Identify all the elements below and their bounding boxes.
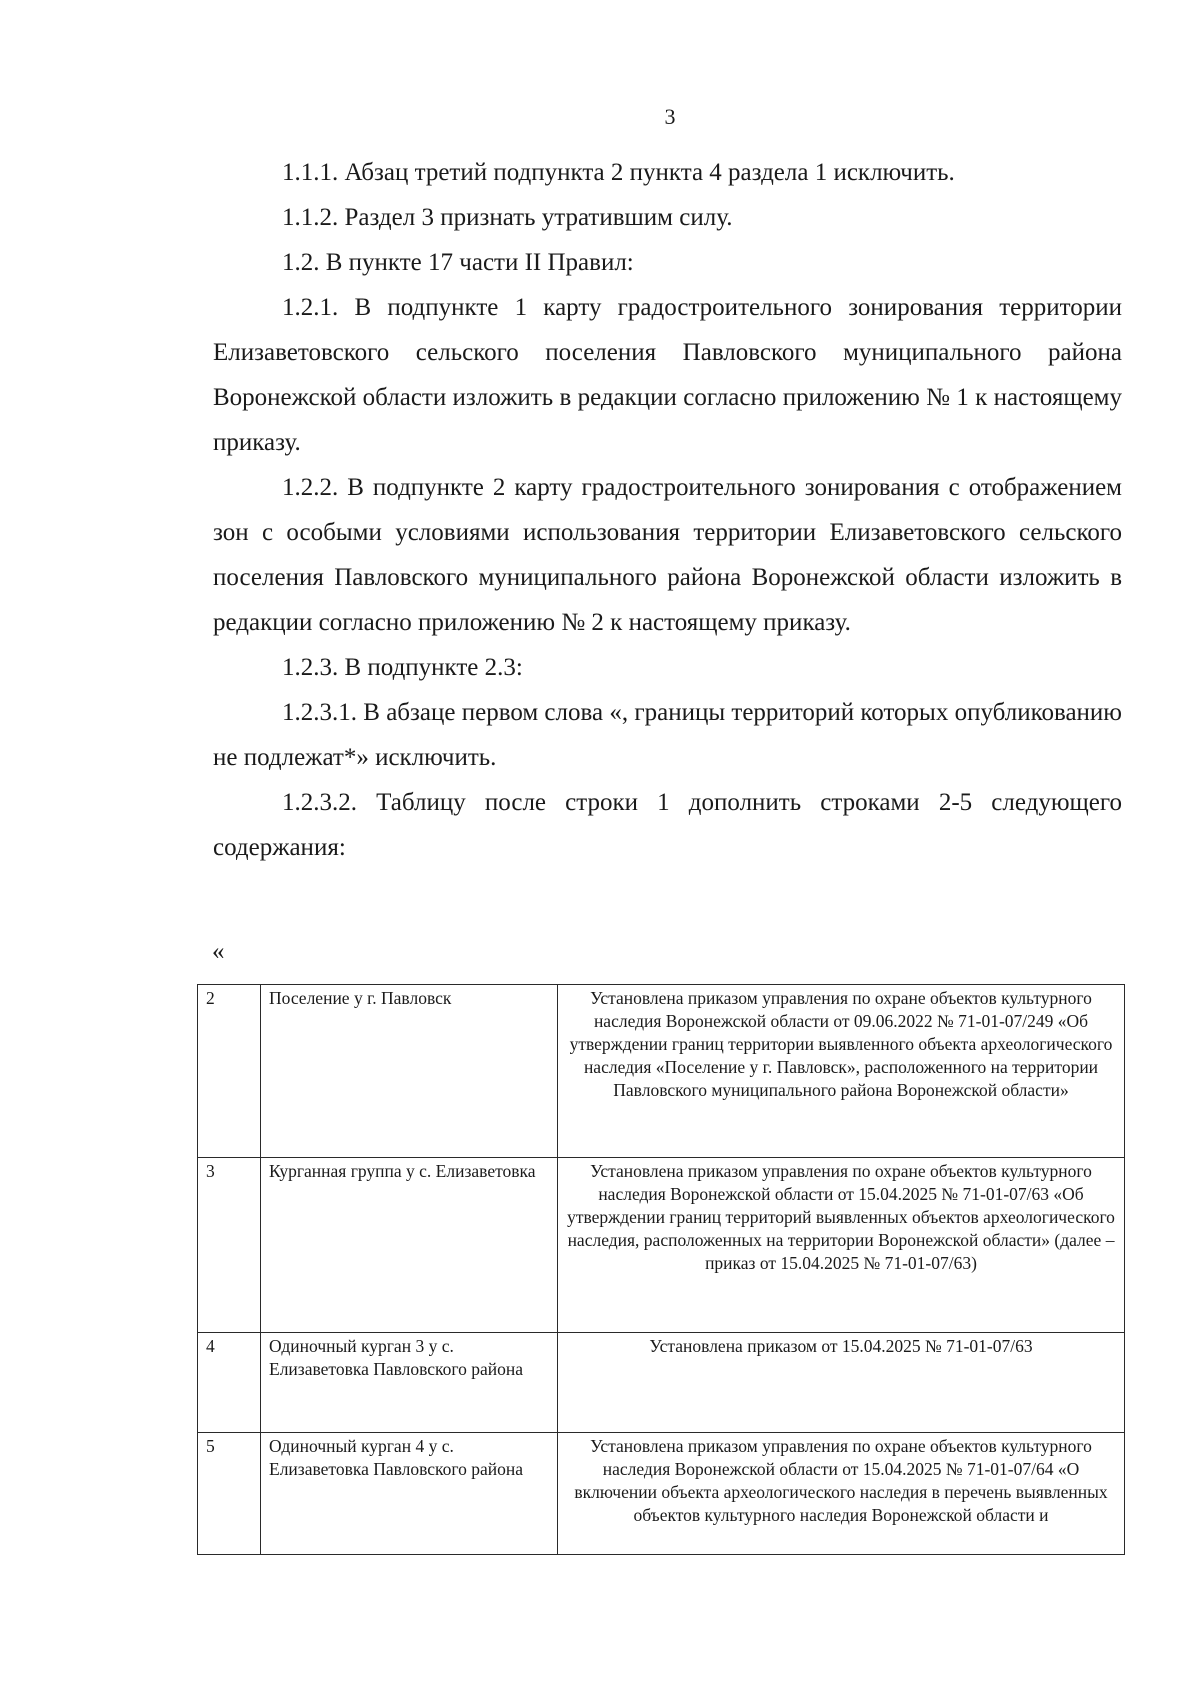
row-number: 4: [198, 1333, 261, 1433]
paragraph-1-2-1: 1.2.1. В подпункте 1 карту градостроительного зонирования территории Елизаветовского сельского поселения Павловского муниципального района Воронежской области изложить в редакции согласно приложению № 1 к настоящему приказу.: [213, 294, 1122, 456]
paragraph-1-2: 1.2. В пункте 17 части II Правил:: [282, 249, 634, 276]
paragraph-1-2-3-1: 1.2.3.1. В абзаце первом слова «, границы территорий которых опубликованию не подлежат*» исключить.: [213, 699, 1122, 771]
document-body: [213, 150, 1122, 870]
row-number: 3: [198, 1158, 261, 1333]
table-row: [198, 1158, 1125, 1333]
row-number: 2: [198, 985, 261, 1158]
opening-quote: «: [212, 938, 225, 965]
object-name: Одиночный курган 4 у с. Елизаветовка Павловского района: [261, 1433, 558, 1555]
legal-basis: Установлена приказом управления по охране объектов культурного наследия Воронежской области от 09.06.2022 № 71-01-07/249 «Об утверждении границ территории выявленного объекта археологического наследия «Поселение у г. Павловск», расположенного на территории Павловского муниципального района Воронежской области»: [558, 985, 1125, 1158]
table-row: [198, 1333, 1125, 1433]
paragraph-1-2-3-2: 1.2.3.2. Таблицу после строки 1 дополнить строками 2-5 следующего содержания:: [213, 789, 1122, 861]
row-number: 5: [198, 1433, 261, 1555]
page-number: 3: [664, 104, 676, 129]
legal-basis: Установлена приказом от 15.04.2025 № 71-01-07/63: [558, 1333, 1125, 1433]
paragraph-1-1-2: 1.1.2. Раздел 3 признать утратившим силу.: [282, 204, 733, 231]
object-name: Одиночный курган 3 у с. Елизаветовка Павловского района: [261, 1333, 558, 1433]
paragraph-1-1-1: 1.1.1. Абзац третий подпункта 2 пункта 4 раздела 1 исключить.: [282, 159, 955, 186]
legal-basis: Установлена приказом управления по охране объектов культурного наследия Воронежской области от 15.04.2025 № 71-01-07/64 «О включении объекта археологического наследия в перечень выявленных объектов культурного наследия Воронежской области и: [558, 1433, 1125, 1555]
heritage-table: [197, 984, 1125, 1555]
object-name: Поселение у г. Павловск: [261, 985, 558, 1158]
table-row: [198, 985, 1125, 1158]
legal-basis: Установлена приказом управления по охране объектов культурного наследия Воронежской области от 15.04.2025 № 71-01-07/63 «Об утверждении границ территорий выявленных объектов археологического наследия, расположенных на территории Воронежской области» (далее – приказ от 15.04.2025 № 71-01-07/63): [558, 1158, 1125, 1333]
paragraph-1-2-2: 1.2.2. В подпункте 2 карту градостроительного зонирования с отображением зон с особыми условиями использования территории Елизаветовского сельского поселения Павловского муниципального района Воронежской области изложить в редакции согласно приложению № 2 к настоящему приказу.: [213, 474, 1122, 636]
paragraph-1-2-3: 1.2.3. В подпункте 2.3:: [282, 654, 523, 681]
table-row: [198, 1433, 1125, 1555]
object-name: Курганная группа у с. Елизаветовка: [261, 1158, 558, 1333]
